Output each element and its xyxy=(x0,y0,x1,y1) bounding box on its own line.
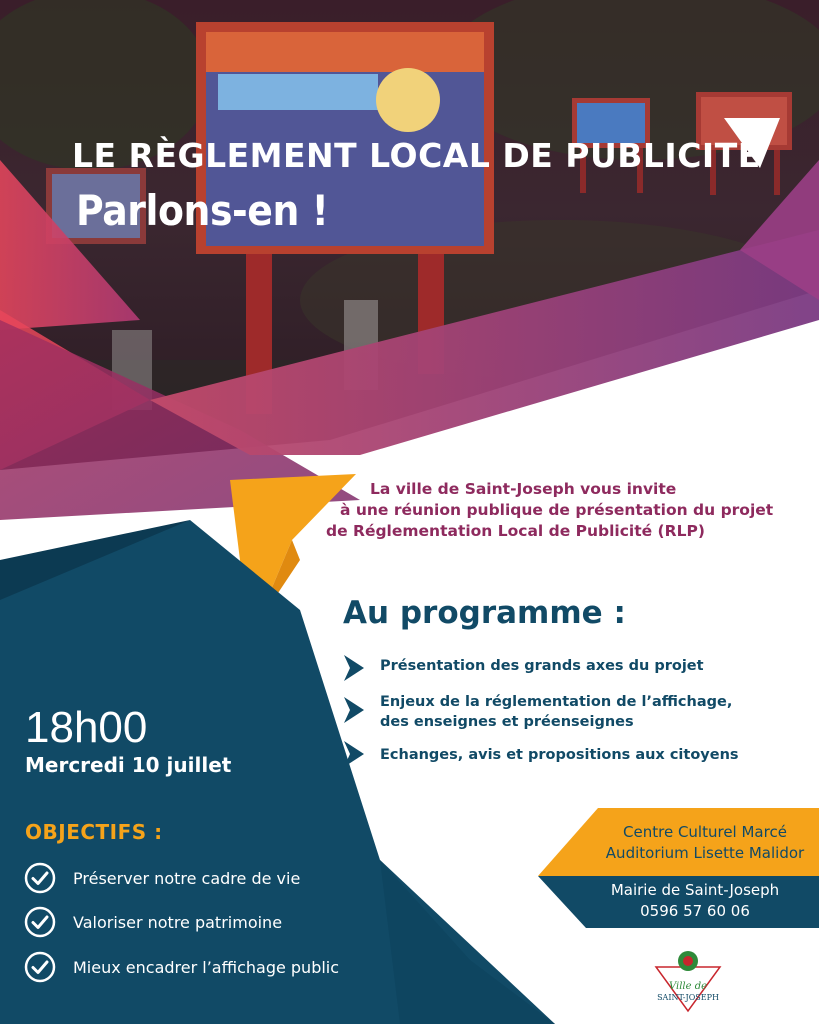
chevron-right-icon xyxy=(344,697,364,723)
objectif-item: Préserver notre cadre de vie xyxy=(73,869,301,888)
objectifs-title: OBJECTIFS : xyxy=(25,820,163,844)
objectif-item: Valoriser notre patrimoine xyxy=(73,913,283,932)
programme-item: Echanges, avis et propositions aux citoyens xyxy=(380,747,739,763)
logo-text: Ville de xyxy=(668,981,708,992)
checkmark-icon xyxy=(24,906,56,938)
billboard-price-circle xyxy=(376,68,440,132)
logo-text: SAINT-JOSEPH xyxy=(657,993,719,1002)
small-billboard-post xyxy=(774,150,780,195)
invitation-line: à une réunion publique de présentation du projet xyxy=(340,501,774,519)
contact-phone: 0596 57 60 06 xyxy=(640,902,750,920)
event-time: 18h00 xyxy=(25,703,148,752)
invitation-line: de Réglementation Local de Publicité (RLP) xyxy=(326,522,705,540)
programme-item: des enseignes et préenseignes xyxy=(380,714,634,730)
chevron-right-icon xyxy=(344,655,364,681)
programme-item: Enjeux de la réglementation de l’affichage, xyxy=(380,694,733,710)
location-line: Auditorium Lisette Malidor xyxy=(605,844,805,862)
location-line: Centre Culturel Marcé xyxy=(623,823,787,841)
page-subtitle: Parlons-en ! xyxy=(76,186,329,235)
billboard-panel-orange xyxy=(206,32,484,72)
programme-item: Présentation des grands axes du projet xyxy=(380,658,704,674)
event-date: Mercredi 10 juillet xyxy=(25,753,232,777)
saint-joseph-logo xyxy=(648,945,728,1015)
programme-title: Au programme : xyxy=(343,595,626,631)
checkmark-icon xyxy=(24,951,56,983)
invitation-line: La ville de Saint-Joseph vous invite xyxy=(370,480,677,498)
checkmark-icon xyxy=(24,862,56,894)
contact-name: Mairie de Saint-Joseph xyxy=(610,881,780,899)
chevron-right-icon xyxy=(344,741,364,767)
billboard-headline-box xyxy=(218,74,378,110)
objectif-item: Mieux encadrer l’affichage public xyxy=(73,958,340,977)
page-title: LE RÈGLEMENT LOCAL DE PUBLICITE xyxy=(72,136,761,175)
